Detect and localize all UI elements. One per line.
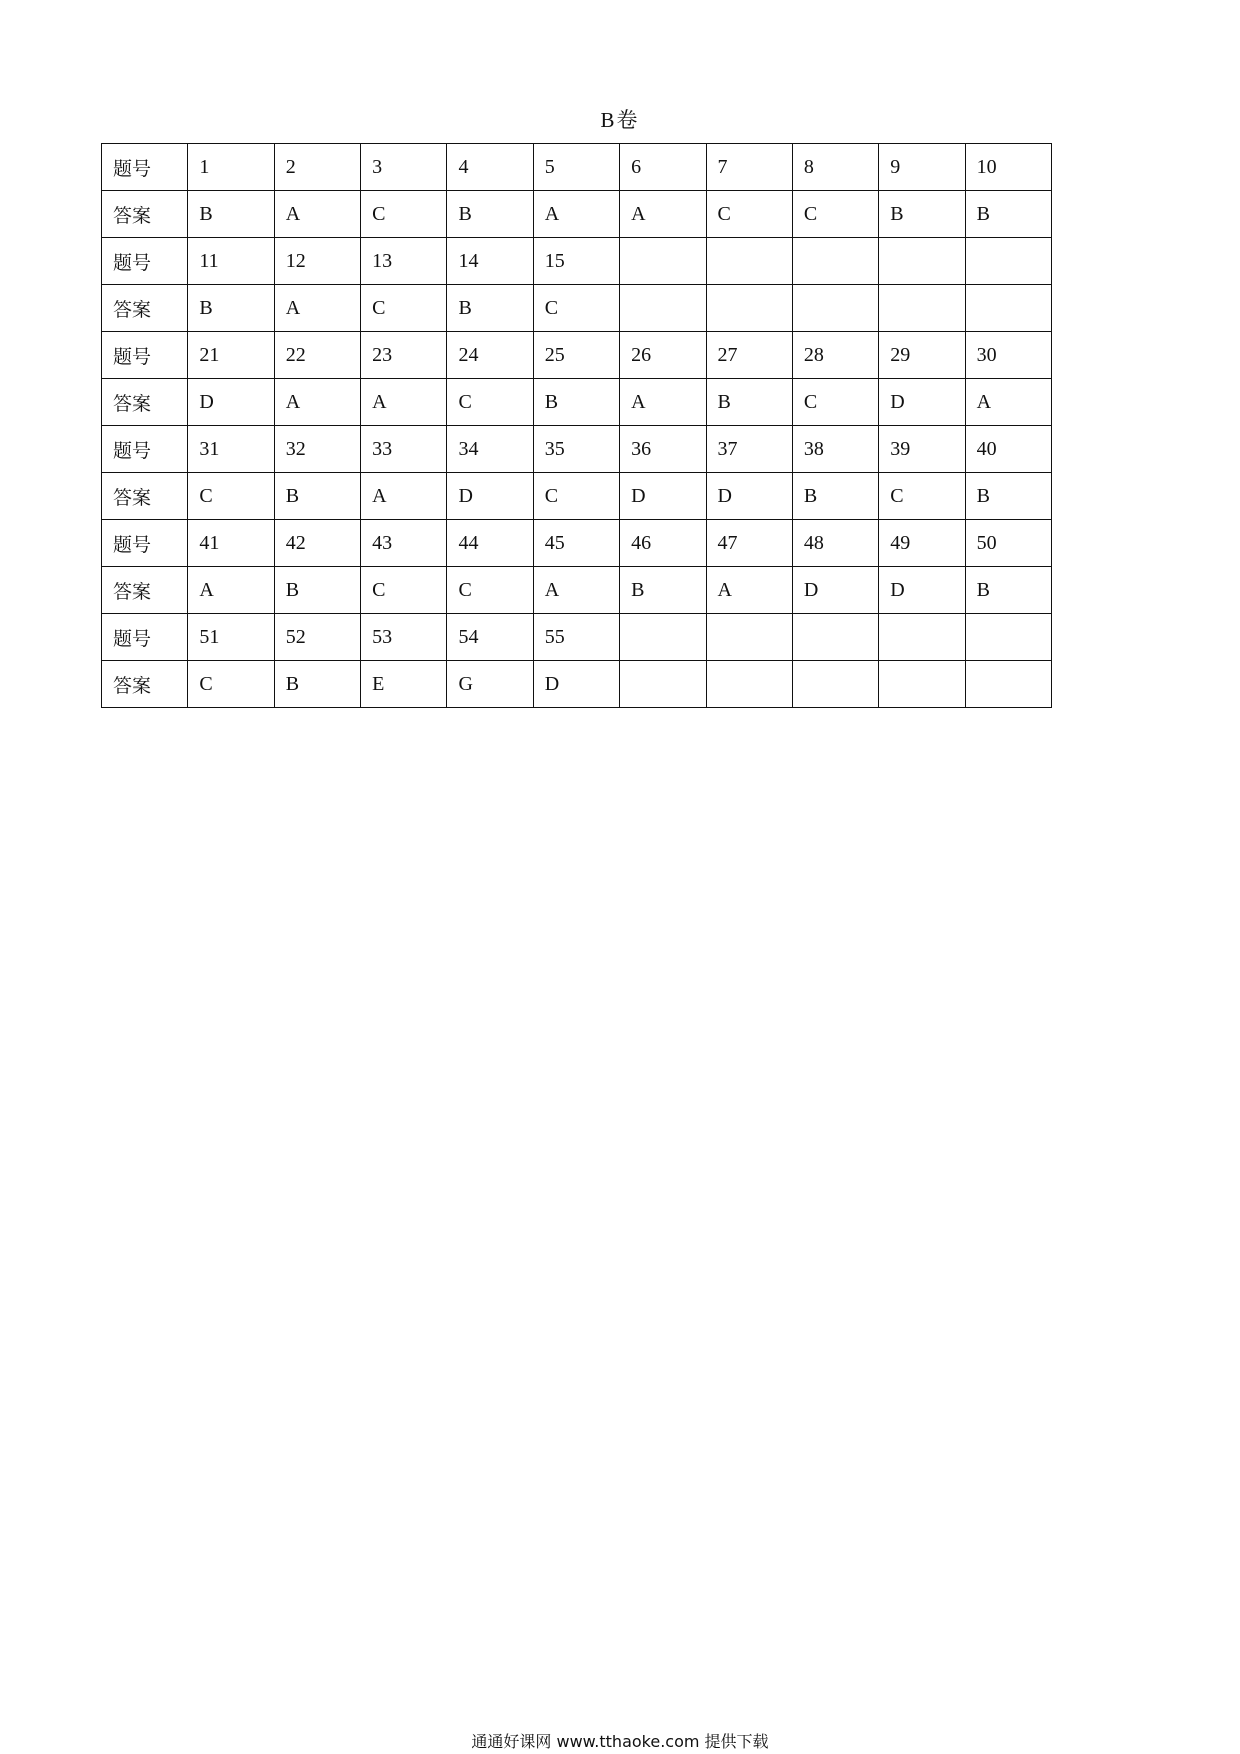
question-number-cell: 10 bbox=[965, 144, 1051, 191]
question-number-cell: 48 bbox=[792, 520, 878, 567]
question-number-cell: 25 bbox=[533, 332, 619, 379]
question-number-cell: 44 bbox=[447, 520, 533, 567]
question-number-cell: 24 bbox=[447, 332, 533, 379]
answer-cell: D bbox=[792, 567, 878, 614]
question-number-cell bbox=[792, 238, 878, 285]
question-number-cell: 6 bbox=[620, 144, 706, 191]
question-number-cell: 52 bbox=[274, 614, 360, 661]
answer-table-body bbox=[102, 144, 1052, 708]
row-label: 题号 bbox=[102, 426, 188, 473]
answer-cell: A bbox=[965, 379, 1051, 426]
answer-cell bbox=[706, 661, 792, 708]
answer-cell bbox=[792, 285, 878, 332]
question-number-cell bbox=[792, 614, 878, 661]
answer-cell bbox=[965, 661, 1051, 708]
answer-cell: B bbox=[965, 473, 1051, 520]
row-label: 答案 bbox=[102, 191, 188, 238]
question-number-cell: 53 bbox=[361, 614, 447, 661]
question-number-cell bbox=[620, 614, 706, 661]
answer-table bbox=[101, 143, 1052, 708]
question-number-cell: 50 bbox=[965, 520, 1051, 567]
answer-cell: C bbox=[447, 379, 533, 426]
question-number-cell: 4 bbox=[447, 144, 533, 191]
question-number-cell: 7 bbox=[706, 144, 792, 191]
question-number-cell: 11 bbox=[188, 238, 274, 285]
answer-cell: B bbox=[620, 567, 706, 614]
answer-cell: C bbox=[361, 285, 447, 332]
question-number-row bbox=[102, 332, 1052, 379]
answer-row bbox=[102, 661, 1052, 708]
answer-cell: A bbox=[361, 379, 447, 426]
answer-cell: C bbox=[361, 567, 447, 614]
answer-cell: D bbox=[706, 473, 792, 520]
answer-cell: C bbox=[792, 379, 878, 426]
answer-cell bbox=[792, 661, 878, 708]
question-number-cell: 22 bbox=[274, 332, 360, 379]
answer-cell: C bbox=[533, 473, 619, 520]
question-number-cell bbox=[965, 238, 1051, 285]
question-number-cell: 30 bbox=[965, 332, 1051, 379]
question-number-cell: 35 bbox=[533, 426, 619, 473]
answer-cell: A bbox=[706, 567, 792, 614]
answer-cell: A bbox=[274, 379, 360, 426]
question-number-cell: 54 bbox=[447, 614, 533, 661]
answer-cell: C bbox=[533, 285, 619, 332]
row-label: 题号 bbox=[102, 614, 188, 661]
question-number-cell: 8 bbox=[792, 144, 878, 191]
question-number-cell: 42 bbox=[274, 520, 360, 567]
question-number-cell: 37 bbox=[706, 426, 792, 473]
answer-cell: D bbox=[447, 473, 533, 520]
answer-cell bbox=[965, 285, 1051, 332]
row-label: 答案 bbox=[102, 285, 188, 332]
answer-cell: C bbox=[879, 473, 965, 520]
question-number-cell bbox=[706, 238, 792, 285]
question-number-cell: 32 bbox=[274, 426, 360, 473]
question-number-cell bbox=[620, 238, 706, 285]
question-number-cell: 39 bbox=[879, 426, 965, 473]
question-number-cell bbox=[706, 614, 792, 661]
answer-cell: B bbox=[274, 473, 360, 520]
row-label: 题号 bbox=[102, 520, 188, 567]
answer-cell: B bbox=[706, 379, 792, 426]
answer-cell: E bbox=[361, 661, 447, 708]
question-number-cell: 45 bbox=[533, 520, 619, 567]
answer-cell: A bbox=[188, 567, 274, 614]
answer-cell: B bbox=[274, 567, 360, 614]
question-number-row bbox=[102, 426, 1052, 473]
answer-cell: A bbox=[620, 379, 706, 426]
answer-cell: C bbox=[188, 473, 274, 520]
question-number-cell: 9 bbox=[879, 144, 965, 191]
answer-cell: B bbox=[792, 473, 878, 520]
question-number-cell: 43 bbox=[361, 520, 447, 567]
question-number-cell: 27 bbox=[706, 332, 792, 379]
question-number-cell: 34 bbox=[447, 426, 533, 473]
answer-row bbox=[102, 567, 1052, 614]
row-label: 题号 bbox=[102, 332, 188, 379]
question-number-cell: 14 bbox=[447, 238, 533, 285]
answer-cell: G bbox=[447, 661, 533, 708]
page-footer: 通通好课网 www.tthaoke.com 提供下载 bbox=[471, 1732, 769, 1751]
answer-cell: B bbox=[274, 661, 360, 708]
question-number-cell: 41 bbox=[188, 520, 274, 567]
answer-cell: B bbox=[533, 379, 619, 426]
question-number-cell: 38 bbox=[792, 426, 878, 473]
question-number-cell: 40 bbox=[965, 426, 1051, 473]
answer-cell: B bbox=[965, 191, 1051, 238]
row-label: 答案 bbox=[102, 567, 188, 614]
question-number-cell bbox=[879, 614, 965, 661]
question-number-cell: 31 bbox=[188, 426, 274, 473]
answer-cell bbox=[706, 285, 792, 332]
answer-cell: B bbox=[447, 285, 533, 332]
question-number-cell: 33 bbox=[361, 426, 447, 473]
answer-cell bbox=[879, 661, 965, 708]
answer-cell bbox=[620, 285, 706, 332]
page-title: B卷 bbox=[600, 108, 640, 132]
answer-cell: B bbox=[447, 191, 533, 238]
question-number-cell: 55 bbox=[533, 614, 619, 661]
question-number-cell: 15 bbox=[533, 238, 619, 285]
answer-cell: A bbox=[274, 285, 360, 332]
question-number-cell: 12 bbox=[274, 238, 360, 285]
answer-cell: D bbox=[879, 379, 965, 426]
row-label: 答案 bbox=[102, 379, 188, 426]
question-number-cell: 26 bbox=[620, 332, 706, 379]
row-label: 题号 bbox=[102, 144, 188, 191]
answer-cell bbox=[620, 661, 706, 708]
answer-cell: A bbox=[620, 191, 706, 238]
answer-cell: D bbox=[533, 661, 619, 708]
question-number-cell bbox=[879, 238, 965, 285]
answer-row bbox=[102, 191, 1052, 238]
row-label: 答案 bbox=[102, 473, 188, 520]
row-label: 答案 bbox=[102, 661, 188, 708]
answer-cell: C bbox=[447, 567, 533, 614]
question-number-row bbox=[102, 614, 1052, 661]
question-number-cell: 47 bbox=[706, 520, 792, 567]
question-number-cell: 28 bbox=[792, 332, 878, 379]
answer-cell: B bbox=[965, 567, 1051, 614]
answer-cell: D bbox=[620, 473, 706, 520]
question-number-cell: 3 bbox=[361, 144, 447, 191]
question-number-cell: 29 bbox=[879, 332, 965, 379]
question-number-cell: 2 bbox=[274, 144, 360, 191]
row-label: 题号 bbox=[102, 238, 188, 285]
question-number-cell bbox=[965, 614, 1051, 661]
question-number-cell: 51 bbox=[188, 614, 274, 661]
answer-cell: B bbox=[188, 285, 274, 332]
question-number-cell: 49 bbox=[879, 520, 965, 567]
answer-cell: A bbox=[361, 473, 447, 520]
question-number-cell: 21 bbox=[188, 332, 274, 379]
answer-cell bbox=[879, 285, 965, 332]
answer-cell: C bbox=[188, 661, 274, 708]
question-number-cell: 36 bbox=[620, 426, 706, 473]
answer-cell: A bbox=[274, 191, 360, 238]
question-number-cell: 13 bbox=[361, 238, 447, 285]
answer-cell: A bbox=[533, 191, 619, 238]
question-number-cell: 5 bbox=[533, 144, 619, 191]
answer-row bbox=[102, 473, 1052, 520]
answer-row bbox=[102, 285, 1052, 332]
answer-cell: D bbox=[879, 567, 965, 614]
answer-cell: A bbox=[533, 567, 619, 614]
answer-row bbox=[102, 379, 1052, 426]
answer-cell: C bbox=[361, 191, 447, 238]
answer-cell: D bbox=[188, 379, 274, 426]
question-number-cell: 23 bbox=[361, 332, 447, 379]
answer-cell: B bbox=[188, 191, 274, 238]
question-number-cell: 46 bbox=[620, 520, 706, 567]
answer-cell: C bbox=[706, 191, 792, 238]
question-number-row bbox=[102, 238, 1052, 285]
question-number-row bbox=[102, 520, 1052, 567]
answer-cell: C bbox=[792, 191, 878, 238]
question-number-cell: 1 bbox=[188, 144, 274, 191]
question-number-row bbox=[102, 144, 1052, 191]
answer-cell: B bbox=[879, 191, 965, 238]
